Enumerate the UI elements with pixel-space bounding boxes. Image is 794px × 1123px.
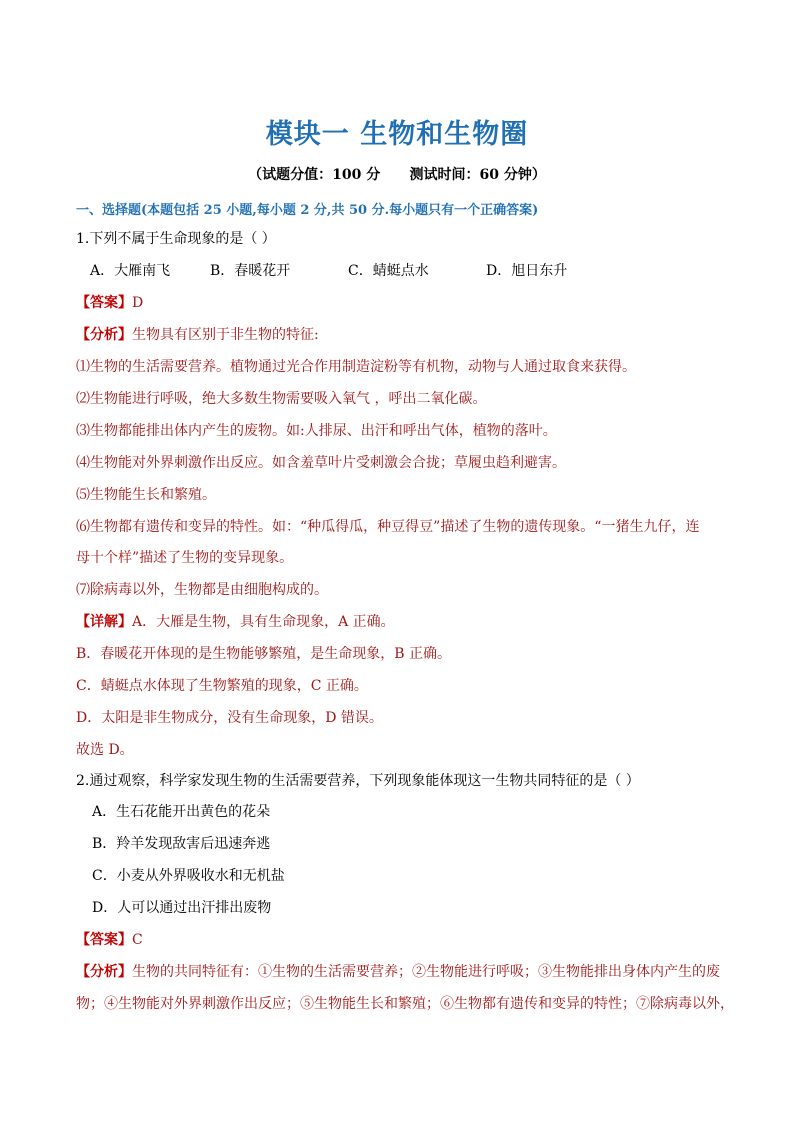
q1-answer xyxy=(76,293,143,313)
q1-option-d: D．旭日东升 xyxy=(486,263,568,279)
answer-value: C xyxy=(132,932,143,948)
q2-analysis: 【分析】生物的共同特征有：①生物的生活需要营养；②生物能进行呼吸；③生物能排出身体内产生的废 xyxy=(76,964,720,980)
q1-point: ⑵生物能进行呼吸，绝大多数生物需要吸入氧气 ，呼出二氧化碳。 xyxy=(76,391,487,407)
q1-detail: 【详解】A．大雁是生物，具有生命现象，A 正确。 xyxy=(76,614,395,630)
q2-answer xyxy=(76,930,143,950)
q1-detail: D．太阳是非生物成分，没有生命现象，D 错误。 xyxy=(76,710,383,726)
q1-detail: B．春暖花开体现的是生物能够繁殖，是生命现象，B 正确。 xyxy=(76,646,452,662)
q1-point: 母十个样”描述了生物的变异现象。 xyxy=(76,550,294,566)
page-title: 模块一 生物和生物圈 xyxy=(265,119,529,150)
answer-value: D xyxy=(132,295,144,311)
q1-conclusion: 故选 D。 xyxy=(76,742,134,758)
q1-point: ⑹生物都有遗传和变异的特性。如：“种瓜得瓜，种豆得豆”描述了生物的遗传现象。“一猪生九仔，连 xyxy=(76,519,700,535)
q2-option-c: C．小麦从外界吸收水和无机盐 xyxy=(92,868,285,884)
detail-tag: 【详解】 xyxy=(76,614,132,630)
answer-tag: 【答案】 xyxy=(76,932,132,948)
q2-option-b: B．羚羊发现敌害后迅速奔逃 xyxy=(92,836,271,852)
q1-option-a: A．大雁南飞 xyxy=(90,263,171,279)
q2-analysis-cont: 物；④生物能对外界刺激作出反应；⑤生物能生长和繁殖；⑥生物都有遗传和变异的特性；⑦除病毒以外， xyxy=(76,996,734,1012)
q2-option-a: A．生石花能开出黄色的花朵 xyxy=(92,804,271,820)
q2-option-d: D．人可以通过出汗排出废物 xyxy=(92,900,272,916)
q1-analysis-intro: 【分析】生物具有区别于非生物的特征: xyxy=(76,327,319,343)
answer-tag: 【答案】 xyxy=(76,295,132,311)
test-info: （试题分值：100 分 测试时间：60 分钟） xyxy=(248,167,546,183)
analysis-tag: 【分析】 xyxy=(76,327,132,343)
q1-option-c: C．蜻蜓点水 xyxy=(348,263,429,279)
q1-point: ⑺除病毒以外，生物都是由细胞构成的。 xyxy=(76,582,328,598)
q1-point: ⑸生物能生长和繁殖。 xyxy=(76,487,216,503)
analysis-tag: 【分析】 xyxy=(76,964,132,980)
question-2-stem: 2.通过观察，科学家发现生物的生活需要营养，下列现象能体现这一生物共同特征的是（ ） xyxy=(76,773,640,789)
q1-detail: C．蜻蜓点水体现了生物繁殖的现象，C 正确。 xyxy=(76,678,368,694)
q1-point: ⑷生物能对外界刺激作出反应。如含羞草叶片受刺激会合拢；草履虫趋利避害。 xyxy=(76,455,566,471)
question-1-stem: 1.下列不属于生命现象的是（ ） xyxy=(76,231,276,247)
section-heading: 一、选择题(本题包括 25 小题,每小题 2 分,共 50 分.每小题只有一个正确答案) xyxy=(76,203,539,218)
q1-option-b: B．春暖花开 xyxy=(210,263,291,279)
q1-point: ⑴生物的生活需要营养。植物通过光合作用制造淀粉等有机物，动物与人通过取食来获得。 xyxy=(76,359,636,375)
q1-point: ⑶生物都能排出体内产生的废物。如:人排尿、出汗和呼出气体，植物的落叶。 xyxy=(76,423,557,439)
